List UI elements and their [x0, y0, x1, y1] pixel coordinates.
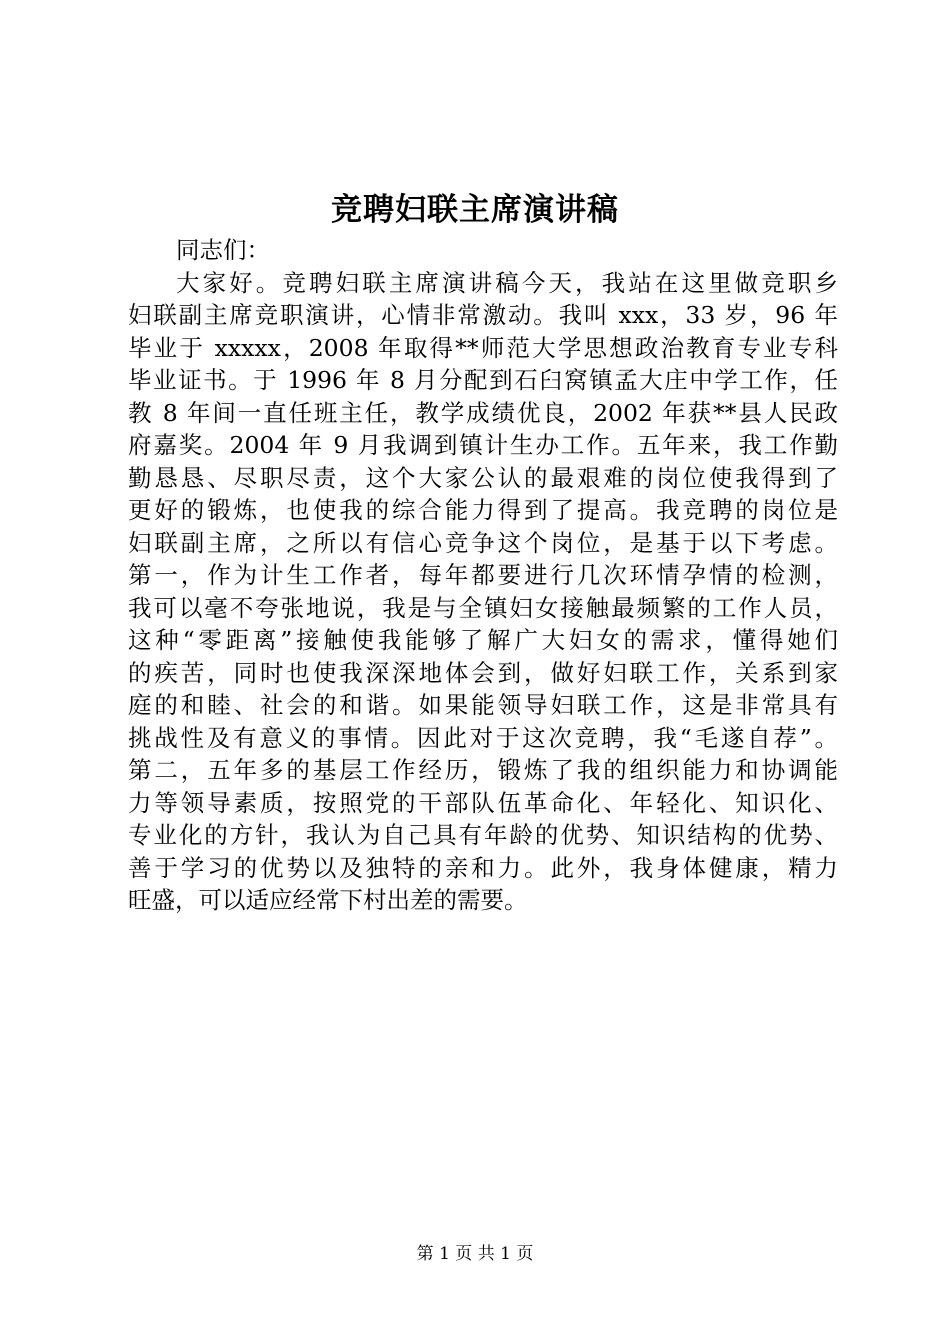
- paragraph-line: 第一，作为计生工作者，每年都要进行几次环情孕情的检测，: [128, 561, 838, 589]
- document-title: 竞聘妇联主席演讲稿: [331, 192, 619, 228]
- paragraph-line: 力等领导素质，按照党的干部队伍革命化、年轻化、知识化、: [128, 788, 838, 817]
- paragraph-line: 教 8 年间一直任班主任，教学成绩优良，2002 年获**县人民政: [128, 398, 838, 427]
- paragraph-line: 毕业证书。于 1996 年 8 月分配到石臼窝镇孟大庄中学工作，任: [128, 366, 838, 394]
- paragraph-line: 更好的锻炼，也使我的综合能力得到了提高。我竞聘的岗位是: [128, 496, 838, 524]
- paragraph-line: 的疾苦，同时也使我深深地体会到，做好妇联工作，关系到家: [128, 658, 838, 687]
- document-body: [128, 234, 838, 917]
- paragraph-line: 大家好。竞聘妇联主席演讲稿今天，我站在这里做竞职乡: [176, 268, 838, 297]
- paragraph-line: 第二，五年多的基层工作经历，锻炼了我的组织能力和协调能: [128, 756, 838, 784]
- paragraph-line: 妇联副主席，之所以有信心竞争这个岗位，是基于以下考虑。: [128, 528, 838, 557]
- paragraph-line: 挑战性及有意义的事情。因此对于这次竞聘，我“毛遂自荐”。: [128, 723, 838, 752]
- paragraph-line: 善于学习的优势以及独特的亲和力。此外，我身体健康，精力: [128, 853, 838, 882]
- paragraph-line: 勤恳恳、尽职尽责，这个大家公认的最艰难的岗位使我得到了: [128, 463, 838, 492]
- salutation: 同志们：: [176, 236, 270, 264]
- paragraph-line: 旺盛，可以适应经常下村出差的需要。: [128, 886, 528, 914]
- paragraph-line: 妇联副主席竞职演讲，心情非常激动。我叫 xxx，33 岁，96 年: [128, 301, 838, 329]
- paragraph-line: 这种“零距离”接触使我能够了解广大妇女的需求，懂得她们: [128, 626, 838, 654]
- page-number-footer: 第 1 页 共 1 页: [416, 1244, 534, 1264]
- paragraph-line: 我可以毫不夸张地说，我是与全镇妇女接触最频繁的工作人员，: [128, 593, 838, 622]
- paragraph-line: 专业化的方针，我认为自己具有年龄的优势、知识结构的优势、: [128, 821, 838, 849]
- paragraph-line: 毕业于 xxxxx，2008 年取得**师范大学思想政治教育专业专科: [128, 333, 838, 362]
- paragraph-line: 府嘉奖。2004 年 9 月我调到镇计生办工作。五年来，我工作勤: [128, 431, 838, 459]
- paragraph-line: 庭的和睦、社会的和谐。如果能领导妇联工作，这是非常具有: [128, 691, 838, 719]
